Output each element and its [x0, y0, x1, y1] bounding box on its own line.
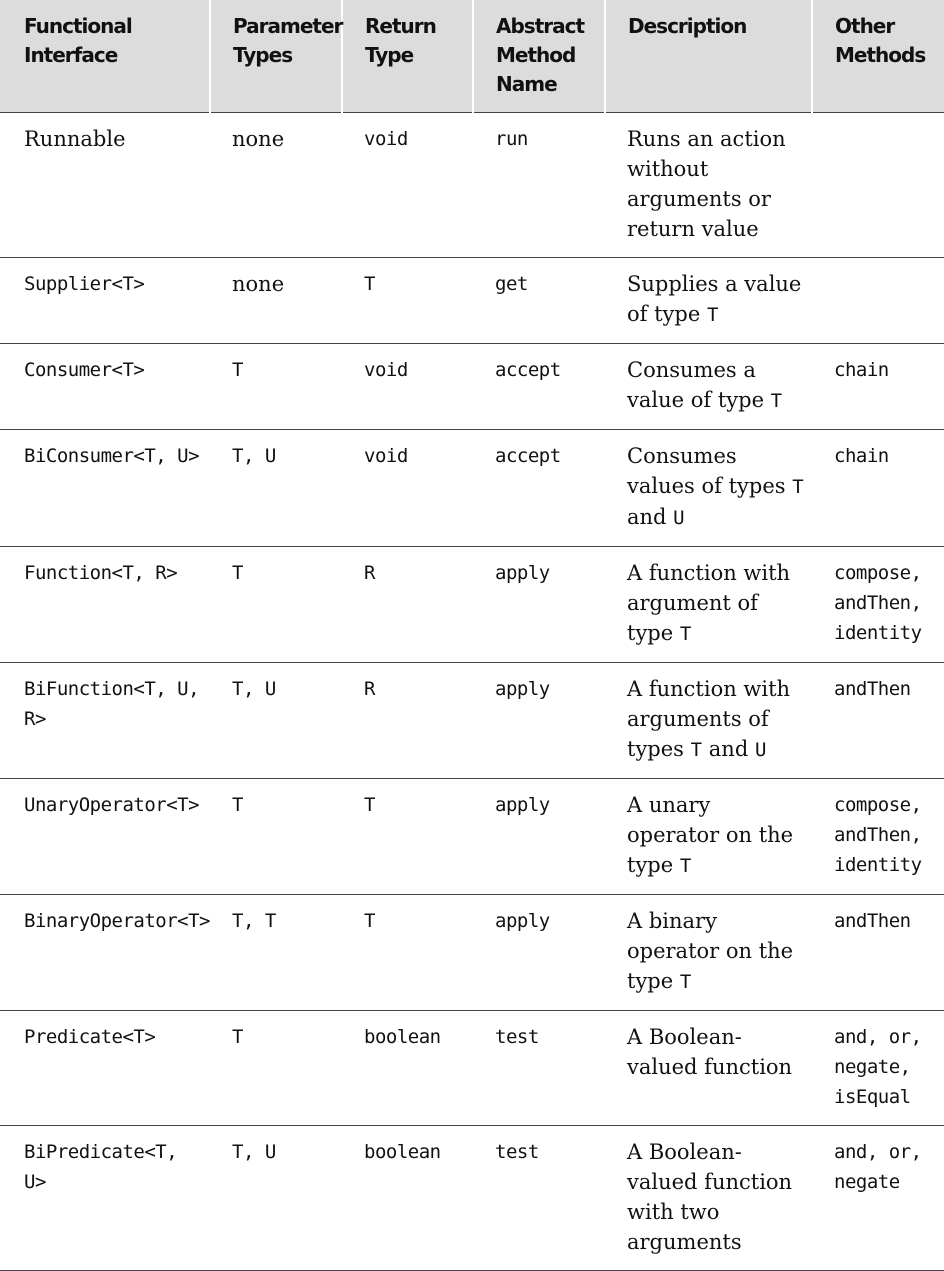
cell-description — [605, 546, 812, 662]
cell-description — [605, 429, 812, 546]
cell-return: void — [342, 429, 473, 546]
table-row — [0, 894, 944, 1010]
description-text: Runs an action without arguments or return value — [627, 126, 786, 241]
cell-params: T, U — [210, 429, 342, 546]
table-row — [0, 257, 944, 343]
description-text: and — [702, 736, 755, 761]
description-text: A Boolean-valued function — [627, 1024, 793, 1079]
table-row — [0, 1010, 944, 1125]
header-parameter-types: Parameter Types — [210, 0, 342, 112]
cell-interface: Runnable — [0, 112, 210, 257]
cell-other-methods: andThen — [812, 662, 944, 778]
cell-params: none — [210, 112, 342, 257]
cell-return: R — [342, 546, 473, 662]
description-code: T — [690, 738, 703, 761]
table-row — [0, 778, 944, 894]
cell-interface: BinaryOperator<T> — [0, 894, 210, 1010]
cell-description — [605, 778, 812, 894]
header-other-methods: Other Methods — [812, 0, 944, 112]
cell-method: apply — [473, 894, 605, 1010]
description-text: Consumes a value of type — [627, 357, 771, 412]
cell-interface: Consumer<T> — [0, 343, 210, 429]
cell-method: accept — [473, 343, 605, 429]
header-description: Description — [605, 0, 812, 112]
cell-interface: Predicate<T> — [0, 1010, 210, 1125]
cell-return: T — [342, 894, 473, 1010]
description-code: T — [679, 622, 692, 645]
cell-method: get — [473, 257, 605, 343]
cell-description — [605, 343, 812, 429]
cell-other-methods: compose, andThen, identity — [812, 778, 944, 894]
cell-params: T, T — [210, 894, 342, 1010]
table-row — [0, 662, 944, 778]
cell-other-methods: andThen — [812, 894, 944, 1010]
description-text: A function with arguments of types — [627, 676, 791, 761]
cell-method: test — [473, 1010, 605, 1125]
description-code: T — [706, 303, 719, 326]
cell-return: T — [342, 778, 473, 894]
cell-params: T — [210, 778, 342, 894]
description-text: A function with argument of type — [627, 560, 791, 645]
header-abstract-method-name: Abstract Method Name — [473, 0, 605, 112]
cell-return: boolean — [342, 1125, 473, 1270]
cell-description — [605, 257, 812, 343]
table-row — [0, 112, 944, 257]
description-code: T — [770, 389, 783, 412]
table-row — [0, 1125, 944, 1270]
cell-description — [605, 1125, 812, 1270]
description-text: Consumes values of types — [627, 443, 793, 498]
header-return-type: Return Type — [342, 0, 473, 112]
cell-params: none — [210, 257, 342, 343]
cell-other-methods: chain — [812, 343, 944, 429]
description-text: A unary operator on the type — [627, 792, 794, 877]
description-text: and — [627, 504, 674, 529]
cell-interface: BiConsumer<T, U> — [0, 429, 210, 546]
cell-other-methods: chain — [812, 429, 944, 546]
cell-method: run — [473, 112, 605, 257]
cell-params: T, U — [210, 662, 342, 778]
description-code: T — [792, 475, 804, 498]
description-code: U — [754, 738, 767, 761]
cell-other-methods: and, or, negate, isEqual — [812, 1010, 944, 1125]
cell-return: boolean — [342, 1010, 473, 1125]
description-text: A Boolean-valued function with two arguments — [627, 1139, 793, 1254]
cell-interface: BiFunction<T, U, R> — [0, 662, 210, 778]
cell-other-methods: compose, andThen, identity — [812, 546, 944, 662]
description-code: T — [679, 970, 692, 993]
description-code: T — [679, 854, 692, 877]
cell-return: void — [342, 343, 473, 429]
header-functional-interface: Functional Interface — [0, 0, 210, 112]
table-row — [0, 343, 944, 429]
cell-description — [605, 1010, 812, 1125]
cell-other-methods: and, or, negate — [812, 1125, 944, 1270]
cell-params: T — [210, 546, 342, 662]
cell-params: T, U — [210, 1125, 342, 1270]
cell-interface: UnaryOperator<T> — [0, 778, 210, 894]
description-text: A binary operator on the type — [627, 908, 794, 993]
cell-other-methods — [812, 257, 944, 343]
cell-other-methods — [812, 112, 944, 257]
cell-params: T — [210, 1010, 342, 1125]
cell-return: void — [342, 112, 473, 257]
cell-return: R — [342, 662, 473, 778]
cell-method: test — [473, 1125, 605, 1270]
cell-interface: Supplier<T> — [0, 257, 210, 343]
cell-method: apply — [473, 662, 605, 778]
cell-description — [605, 894, 812, 1010]
table-body — [0, 112, 944, 1270]
cell-params: T — [210, 343, 342, 429]
table-row — [0, 429, 944, 546]
cell-method: accept — [473, 429, 605, 546]
description-text: Supplies a value of type — [627, 271, 802, 326]
cell-interface: BiPredicate<T, U> — [0, 1125, 210, 1270]
cell-description — [605, 112, 812, 257]
table-row — [0, 546, 944, 662]
cell-interface: Function<T, R> — [0, 546, 210, 662]
header-row — [0, 0, 944, 112]
table-header — [0, 0, 944, 112]
cell-return: T — [342, 257, 473, 343]
description-code: U — [673, 506, 685, 529]
cell-description — [605, 662, 812, 778]
cell-method: apply — [473, 546, 605, 662]
cell-method: apply — [473, 778, 605, 894]
